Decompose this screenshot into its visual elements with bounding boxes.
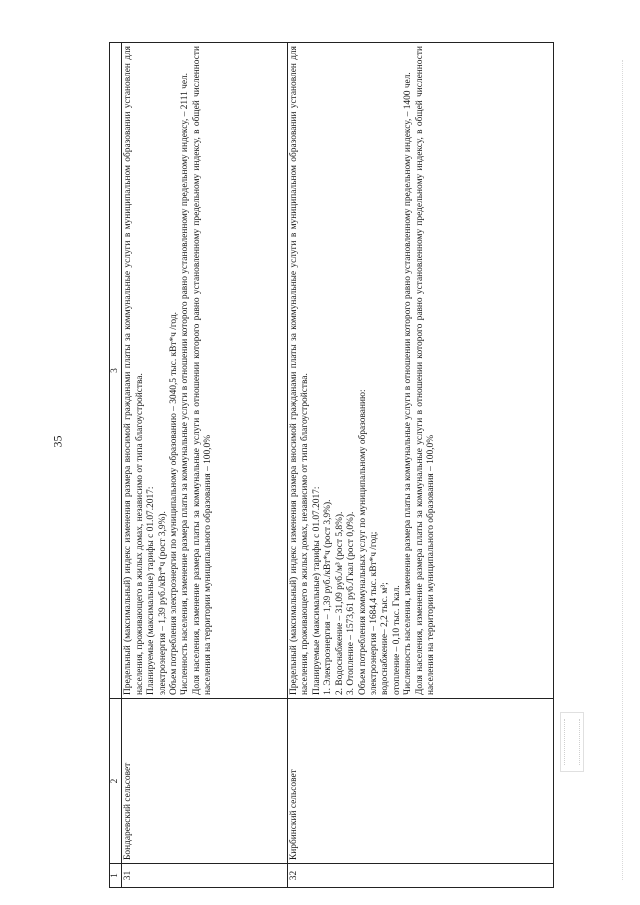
rotated-table-container — [109, 43, 554, 888]
tariff-table — [109, 42, 554, 888]
description-line: Объем потребления коммунальных услуг по муниципальному образованию: — [357, 389, 368, 695]
description-line: Предельный (максимальный) индекс изменения размера вносимой гражданами платы за коммунальные услуги в муниципальном образовании установлен для населения, проживающего в жилых домах, независимо от типа благоустройства. — [289, 46, 311, 695]
description-line: водоснабжение– 2,2 тыс. м³; — [380, 582, 391, 695]
description-line: Объем потребления электроэнергии по муниципальному образованию – 3040,5 тыс. кВт*ч /год. — [169, 312, 180, 695]
table-header-row — [110, 43, 122, 888]
row-description — [122, 43, 288, 699]
row-number: 31 — [122, 864, 288, 888]
stamp-mark — [560, 712, 584, 772]
description-line: 3. Отопление – 1573,61 руб./Гкал (рост 0,0%). — [346, 511, 357, 695]
description-line: 1. Электроэнергия – 1,39 руб./кВт*ч (рост 3,9%). — [323, 499, 334, 695]
description-line: 2. Водоснабжение – 31,09 руб./м³ (рост 5,8%). — [334, 511, 345, 695]
description-line: электроэнергия – 1,39 руб./кВт*ч (рост 3,9%). — [157, 511, 168, 695]
table-row — [122, 43, 288, 888]
description-line: Численность населения, изменение размера платы за коммунальные услуги в отношении которого равно установленному предельному индексу, – 1400 чел. — [403, 72, 414, 695]
description-line: Доля населения, изменение размера платы за коммунальные услуги в отношении которого равно установленному предельному индексу, в общей численности населения на территории муниципального образования – 100,0% — [191, 46, 214, 695]
municipality-name: Бондаревский сельсовет — [122, 699, 288, 864]
margin-guide — [622, 60, 624, 880]
description-line: отопление – 0,10 тыс. Гкал. — [391, 585, 402, 695]
column-header: 3 — [110, 43, 122, 699]
description-line: электроэнергия – 1684,4 тыс. кВт*ч /год; — [368, 531, 379, 695]
table-row — [288, 43, 554, 888]
description-line: Планируемые (максимальные) тарифы с 01.07.2017: — [311, 486, 322, 695]
page-number: 35 — [50, 435, 65, 448]
description-line: Планируемые (максимальные) тарифы с 01.07.2017: — [146, 486, 157, 695]
description-line: Предельный (максимальный) индекс изменения размера вносимой гражданами платы за коммунальные услуги в муниципальном образовании установлен для населения, проживающего в жилых домах, независимо от типа благоустройства. — [123, 46, 145, 695]
column-header: 2 — [110, 699, 122, 864]
column-header: 1 — [110, 864, 122, 888]
municipality-name: Кирбинский сельсовет — [288, 699, 554, 864]
description-line: Численность населения, изменение размера платы за коммунальные услуги в отношении которого равно установленному предельному индексу, – 2111 чел. — [180, 72, 191, 695]
description-line: Доля населения, изменение размера платы за коммунальные услуги в отношении которого равно установленному предельному индексу, в общей численности населения на территории муниципального образования – 100,0% — [414, 46, 436, 695]
row-description — [288, 43, 554, 699]
row-number: 32 — [288, 864, 554, 888]
